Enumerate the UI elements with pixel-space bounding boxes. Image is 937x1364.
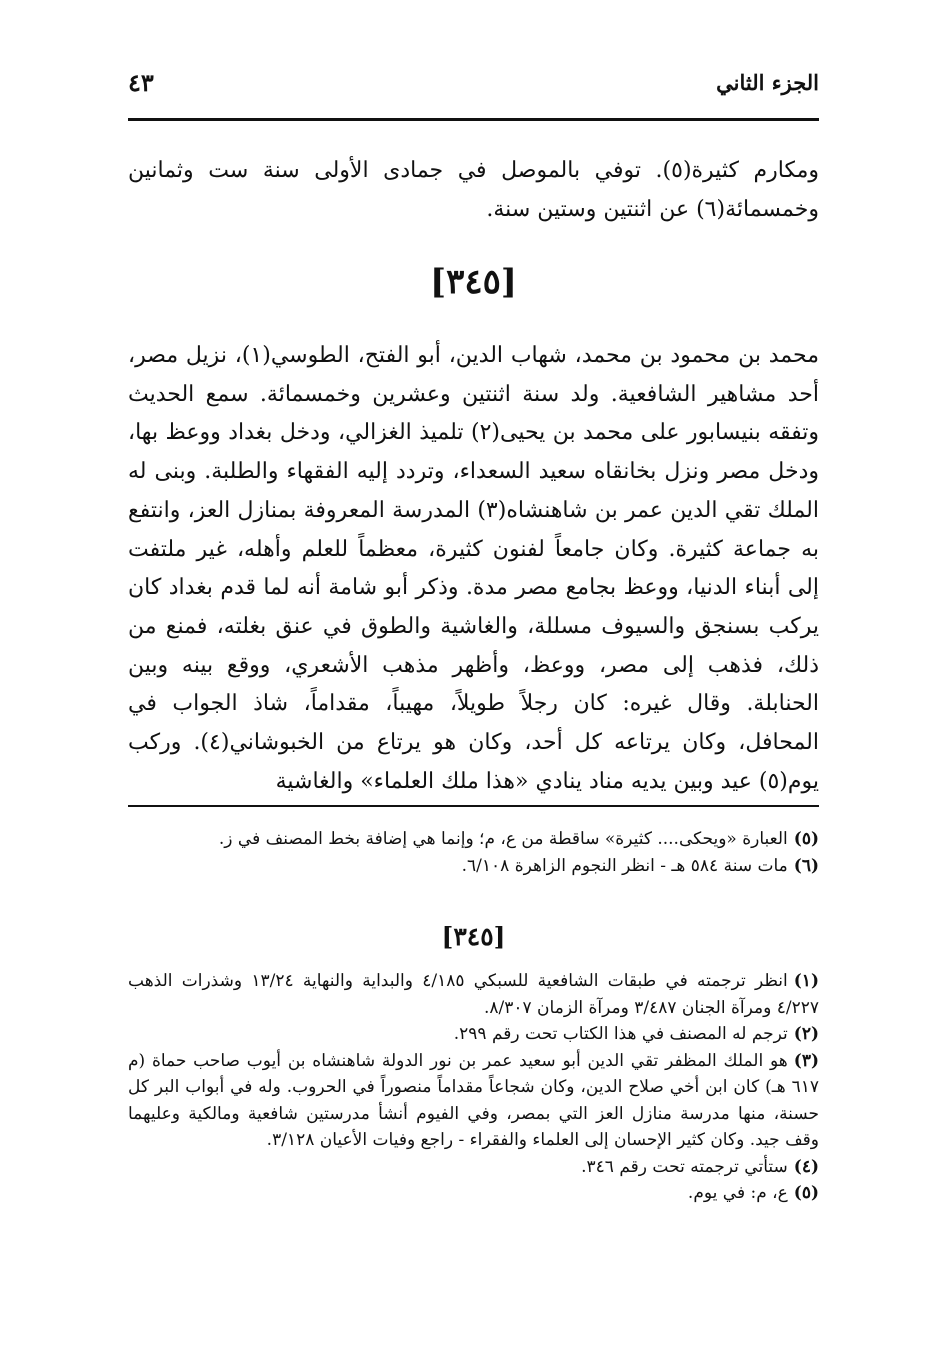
footnote-marker: (٤) <box>793 1156 819 1177</box>
footnote-item <box>128 968 819 1021</box>
footnote-text: ع، م: في يوم. <box>687 1183 788 1203</box>
footnote-marker: (١) <box>793 971 819 991</box>
header-rule <box>128 118 819 121</box>
footnote-text: انظر ترجمته في طبقات الشافعية للسبكي ٤/١٨٥ والبداية والنهاية ١٣/٢٤ وشذرات الذهب ٤/٢٢٧ ومرآة الجنان ٣/٤٨٧ ومرآة الزمان ٨/٣٠٧. <box>128 971 819 1018</box>
footnotes-entry <box>128 968 819 1207</box>
footnote-rule <box>128 805 819 807</box>
continuation-paragraph: ومكارم كثيرة(٥). توفي بالموصل في جمادى الأولى سنة ست وثمانين وخمسمائة(٦) عن اثنتين وستين سنة. <box>128 158 819 222</box>
page-header <box>128 62 819 102</box>
footnote-marker: (٥) <box>793 829 819 849</box>
footnote-text: هو الملك المظفر تقي الدين أبو سعيد عمر بن نور الدولة شاهنشاه بن أيوب صاحب حماة (م ٦١٧ هـ) كان ابن أخي صلاح الدين، وكان شجاعاً مقداماً منصوراً في الحروب. وله في أبواب البر كل حسنة، منها مدرسة منازل العز التي بمصر، وفي الفيوم أنشأ مدرستين شافعية ومالكية وعليهما وقف جيد. وكان كثير الإحسان إلى العلماء والفقراء - راجع وفيات الأعيان ٣/١٢٨. <box>128 1050 819 1150</box>
running-title: الجزء الثاني <box>716 69 819 95</box>
footnote-item <box>128 1154 819 1181</box>
footnote-marker: (٥) <box>793 1183 819 1203</box>
footnote-text: ستأتي ترجمته تحت رقم ٣٤٦. <box>581 1156 788 1177</box>
footnote-marker: (٣) <box>793 1050 819 1071</box>
footnote-text: ترجم له المصنف في هذا الكتاب تحت رقم ٢٩٩. <box>453 1024 788 1044</box>
footnotes-heading: [٣٤٥] <box>441 922 506 951</box>
entry-block <box>128 337 819 801</box>
footnote-item <box>128 853 819 880</box>
entry-paragraph: محمد بن محمود بن محمد، شهاب الدين، أبو الفتح، الطوسي(١)، نزيل مصر، أحد مشاهير الشافعية. ولد سنة اثنتين وعشرين وخمسمائة. سمع الحديث وتفقه بنيسابور على محمد بن يحيى(٢) تلميذ الغزالي، ودخل بغداد ووعظ بها، ودخل مصر ونزل بخانقاه سعيد السعداء، وتردد إليه الفقهاء والطلبة. وبنى له الملك تقي الدين عمر بن شاهنشاه(٣) المدرسة المعروفة بمنازل العز، وانتفع به جماعة كثيرة. وكان جامعاً لفنون كثيرة، معظماً للعلم وأهله، غير ملتفت إلى أبناء الدنيا، ووعظ بجامع مصر مدة. وذكر أبو شامة أنه لما قدم بغداد كان يركب بسنجق والسيوف مسللة، والغاشية والطوق في عنق بغلته، فمنع من ذلك، فذهب إلى مصر، ووعظ، وأظهر مذهب الأشعري، ووقع بينه وبين الحنابلة. وقال غيره: كان رجلاً طويلاً، مهيباً، مقداماً، شاذ الجواب في المحافل، وكان يرتاعه كل أحد، وكان هو يرتاع من الخبوشاني(٤). وركب يوم(٥) عيد وبين يديه مناد ينادي «هذا ملك العلماء» والغاشية <box>128 343 820 794</box>
page-number: ٤٣ <box>128 67 154 97</box>
footnotes-heading-block <box>128 922 819 951</box>
footnote-text: مات سنة ٥٨٤ هـ - انظر النجوم الزاهرة ٦/١٠٨. <box>461 855 788 876</box>
footnote-item <box>128 826 819 853</box>
footnote-marker: (٦) <box>793 855 819 876</box>
footnote-item <box>128 1180 819 1207</box>
footnote-text: العبارة «ويحكى.... كثيرة» ساقطة من ع، م؛ وإنما هي إضافة بخط المصنف في ز. <box>218 829 788 849</box>
footnote-marker: (٢) <box>793 1024 819 1044</box>
continuation-block <box>128 152 819 229</box>
entry-heading-block <box>128 262 819 302</box>
footnote-item <box>128 1021 819 1048</box>
footnote-item <box>128 1048 819 1154</box>
footnotes-previous <box>128 826 819 879</box>
entry-number: [٣٤٥] <box>430 262 517 302</box>
